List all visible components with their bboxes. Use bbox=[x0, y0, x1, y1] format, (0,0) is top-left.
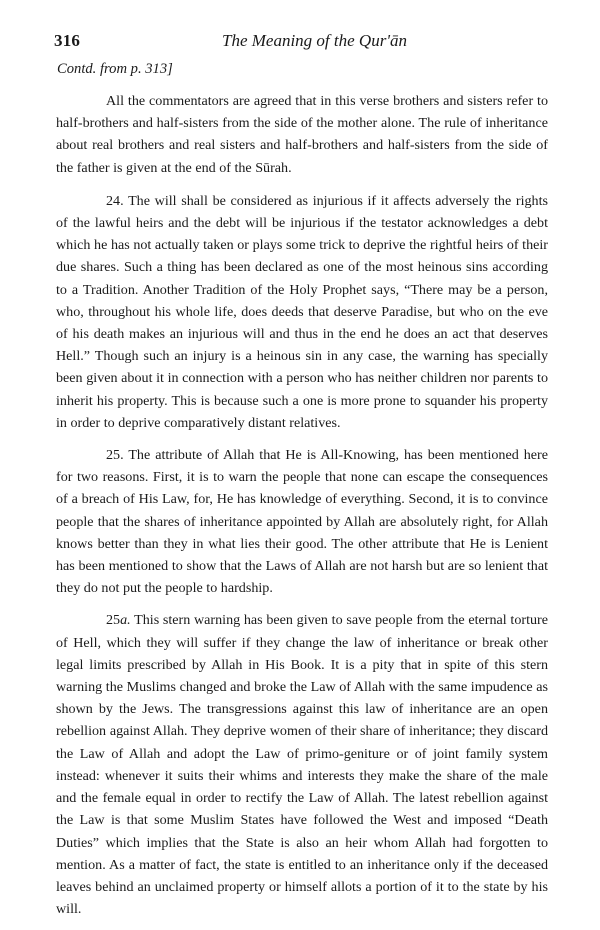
note-label: 25. bbox=[106, 447, 124, 464]
paragraph-text: This stern warning has been given to save people from the eternal torture of Hell, which they will suffer if they change the law of inheritance or break other legal limits prescribed by Allah in His Book. It is a pity that in spite of this stern warning the Muslims changed and broke the Law of Allah with the same impudence as shown by the Jews. The transgressions against this law of inheritance are an open rebellion against Allah. They deprive women of their share of inheritance; they discard the Law of Allah and adopt the Law of primo-geniture or of joint family system instead: whenever it suits their whims and interests they make the share of the male and the female equal in order to rectify the Law of Allah. The latest rebellion against the Law is that some Muslim States have followed the West and imposed “Death Duties” which implies that the State is also an heir whom Allah had forgotten to mention. As a matter of fact, the state is entitled to an inheritance only if the deceased leaves behind an unclaimed property or himself allots a portion of it to the state by his will. bbox=[56, 612, 548, 918]
running-head bbox=[54, 31, 554, 55]
note-label-number: 25 bbox=[106, 612, 121, 629]
note-label-suffix: a. bbox=[120, 612, 131, 629]
note-25 bbox=[56, 444, 548, 599]
paragraph-text: All the commentators are agreed that in this verse brothers and sisters refer to half-brothers and half-sisters from the side of the mother alone. The rule of inheritance about real brothers and real sisters and half-brothers and half-sisters from the side of the father is given at the end of the Sūrah. bbox=[56, 93, 548, 176]
page-number: 316 bbox=[54, 31, 81, 50]
commentary-body bbox=[56, 90, 548, 930]
book-title: The Meaning of the Qur'ān bbox=[222, 31, 407, 50]
note-label: 24. bbox=[106, 192, 124, 209]
continuation-note: Contd. from p. 313] bbox=[57, 61, 173, 77]
paragraph-text: The attribute of Allah that He is All-Knowing, has been mentioned here for two reasons. First, it is to warn the people that none can escape the consequences of a breach of His Law, for, He has knowledge of everything. Second, it is to convince people that the shares of inheritance appointed by Allah are absolutely right, for Allah knows better than they in what lies their good. The other attribute that He is Lenient has been mentioned to show that the Laws of Allah are not harsh but are so lenient that they do not put the people to hardship. bbox=[56, 447, 548, 597]
note-24 bbox=[56, 190, 548, 434]
note-25a bbox=[56, 609, 548, 920]
paragraph-text: The will shall be considered as injurious if it affects adversely the rights of the lawful heirs and the debt will be injurious if the testator acknowledges a debt which he has not actually taken or plays some trick to deprive the rightful heirs of their due shares. Such a thing has been declared as one of the most heinous sins according to a Tradition. Another Tradition of the Holy Prophet says, “There may be a person, who, throughout his whole life, does deeds that deserve Paradise, but who on the eve of his death makes an injurious will and thus in the end he does an act that deserves Hell.” Though such an injury is a heinous sin in any case, the warning has specially been given about it in connection with a person who has neither children nor parents to inherit his property. This is because such a one is more prone to squander his property in order to deprive comparatively distant relatives. bbox=[56, 192, 548, 431]
paragraph-intro bbox=[56, 90, 548, 179]
